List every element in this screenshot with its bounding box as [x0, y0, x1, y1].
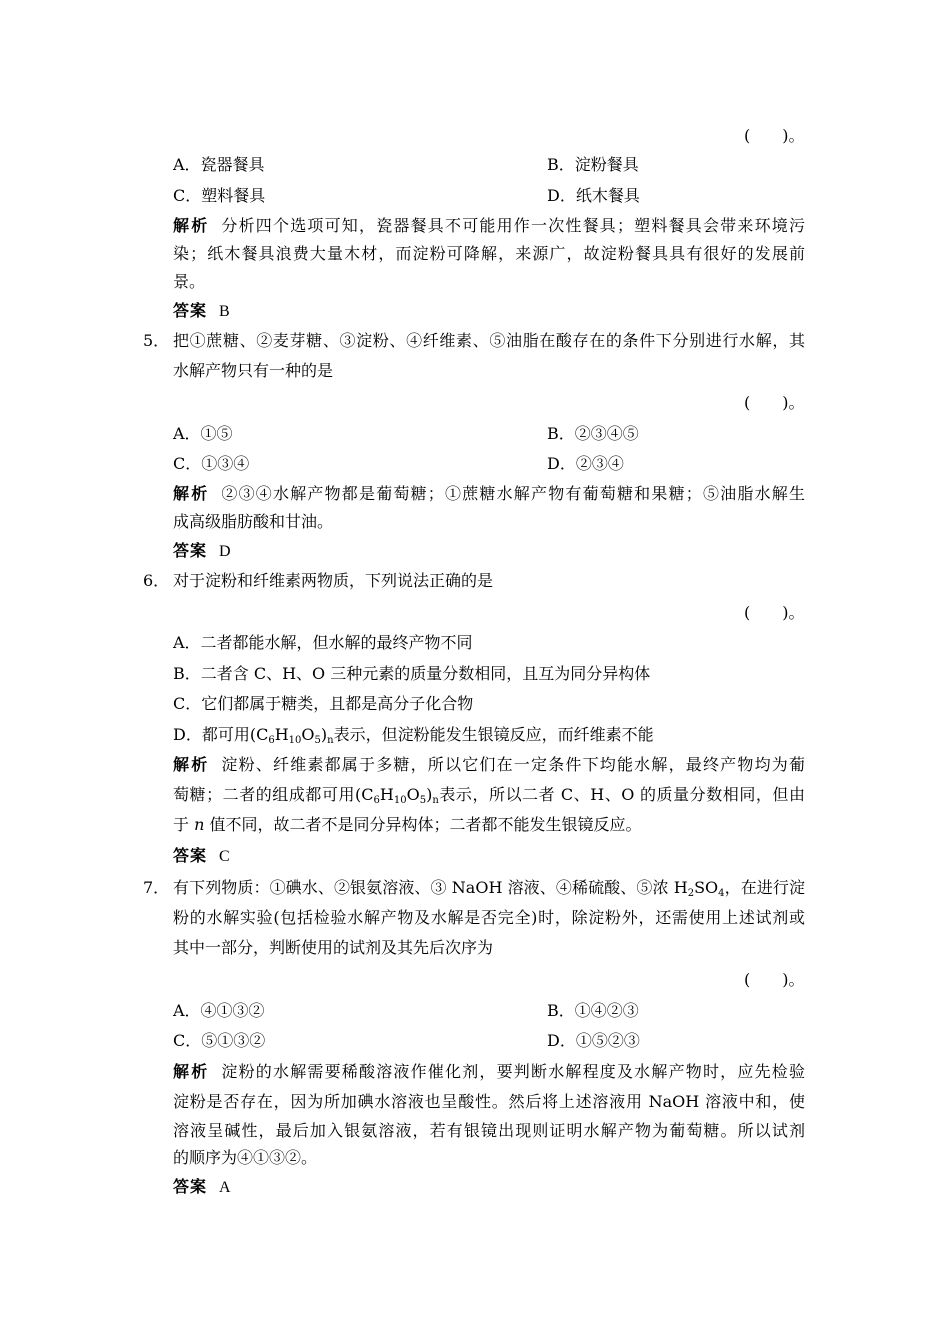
q4-answer-paren: ( )。 — [744, 126, 805, 145]
q6-option-d: D．都可用$(C_6H_{10}O_5)_n$表示，但淀粉能发生银镜反应，而纤维素不能 — [173, 725, 654, 746]
analysis-label: 解析 — [173, 484, 210, 503]
q6-analysis-line-3: 于 n 值不同，故二者不是同分异构体；二者都不能发生银镜反应。 — [173, 815, 642, 834]
q5-analysis-line-2: 成高级脂肪酸和甘油。 — [173, 512, 334, 531]
q7-number: 7． — [143, 878, 170, 897]
q7-analysis-line-3: 溶液呈碱性，最后加入银氨溶液，若有银镜出现则证明水解产物为葡萄糖。所以试剂 — [173, 1121, 805, 1140]
q7-stem-line-2: 粉的水解实验(包括检验水解产物及水解是否完全)时，除淀粉外，还需使用上述试剂或 — [173, 908, 805, 927]
q4-option-b: B．淀粉餐具 — [547, 155, 639, 174]
q7-option-a: A．④①③② — [173, 1001, 265, 1020]
q6-analysis-line-1: 解析 淀粉、纤维素都属于多糖，所以它们在一定条件下均能水解，最终产物均为葡 — [173, 755, 805, 774]
q7-option-b: B．①④②③ — [547, 1001, 639, 1020]
answer-label: 答案 — [173, 541, 208, 560]
q7-answer-paren: ( )。 — [744, 970, 805, 989]
q5-analysis-line-1: 解析 ②③④水解产物都是葡萄糖；①蔗糖水解产物有葡萄糖和果糖；⑤油脂水解生 — [173, 484, 805, 503]
q6-answer-paren: ( )。 — [744, 603, 805, 622]
q5-answer: 答案 D — [173, 541, 231, 560]
q5-stem-line-2: 水解产物只有一种的是 — [173, 361, 334, 380]
q5-number: 5． — [143, 331, 170, 350]
q4-answer: 答案 B — [173, 301, 230, 320]
analysis-label: 解析 — [173, 216, 210, 235]
q4-option-c: C．塑料餐具 — [173, 186, 266, 205]
answer-label: 答案 — [173, 1177, 208, 1196]
q5-option-a: A．①⑤ — [173, 424, 233, 443]
analysis-label: 解析 — [173, 755, 210, 774]
q7-stem-line-1: 有下列物质：①碘水、②银氨溶液、③ NaOH 溶液、④稀硫酸、⑤浓 $H_2SO_4$，在进行淀 — [173, 878, 805, 899]
q5-option-d: D．②③④ — [547, 454, 624, 473]
q7-option-d: D．①⑤②③ — [547, 1031, 640, 1050]
q7-option-c: C．⑤①③② — [173, 1031, 266, 1050]
q7-analysis-line-1: 解析 淀粉的水解需要稀酸溶液作催化剂，要判断水解程度及水解产物时，应先检验 — [173, 1062, 805, 1081]
q4-option-d: D．纸木餐具 — [547, 186, 640, 205]
analysis-label: 解析 — [173, 1062, 210, 1081]
q5-answer-paren: ( )。 — [744, 393, 805, 412]
q6-option-a: A．二者都能水解，但水解的最终产物不同 — [173, 633, 473, 652]
q6-analysis-line-2: 萄糖；二者的组成都可用$(C_6H_{10}O_5)_n$表示，所以二者 C、H、O 的质量分数相同，但由 — [173, 785, 805, 806]
q6-answer: 答案 C — [173, 846, 230, 865]
answer-label: 答案 — [173, 301, 208, 320]
q4-analysis-line-3: 景。 — [173, 272, 206, 291]
q5-option-b: B．②③④⑤ — [547, 424, 639, 443]
q7-answer: 答案 A — [173, 1177, 231, 1196]
q6-option-b: B．二者含 C、H、O 三种元素的质量分数相同，且互为同分异构体 — [173, 664, 651, 683]
q4-option-a: A．瓷器餐具 — [173, 155, 265, 174]
q4-analysis-line-1: 解析 分析四个选项可知，瓷器餐具不可能用作一次性餐具；塑料餐具会带来环境污 — [173, 216, 805, 235]
q7-analysis-line-4: 的顺序为④①③②。 — [173, 1148, 318, 1167]
q6-number: 6． — [143, 571, 170, 590]
q7-analysis-line-2: 淀粉是否存在，因为所加碘水溶液也呈酸性。然后将上述溶液用 NaOH 溶液中和，使 — [173, 1092, 805, 1111]
q5-option-c: C．①③④ — [173, 454, 250, 473]
q5-stem-line-1: 把①蔗糖、②麦芽糖、③淀粉、④纤维素、⑤油脂在酸存在的条件下分别进行水解，其 — [173, 331, 805, 350]
q6-option-c: C．它们都属于糖类，且都是高分子化合物 — [173, 694, 474, 713]
q4-analysis-line-2: 染；纸木餐具浪费大量木材，而淀粉可降解，来源广，故淀粉餐具具有很好的发展前 — [173, 244, 805, 263]
q6-stem: 对于淀粉和纤维素两物质，下列说法正确的是 — [173, 571, 494, 590]
answer-label: 答案 — [173, 846, 208, 865]
q7-stem-line-3: 其中一部分，判断使用的试剂及其先后次序为 — [173, 938, 494, 957]
